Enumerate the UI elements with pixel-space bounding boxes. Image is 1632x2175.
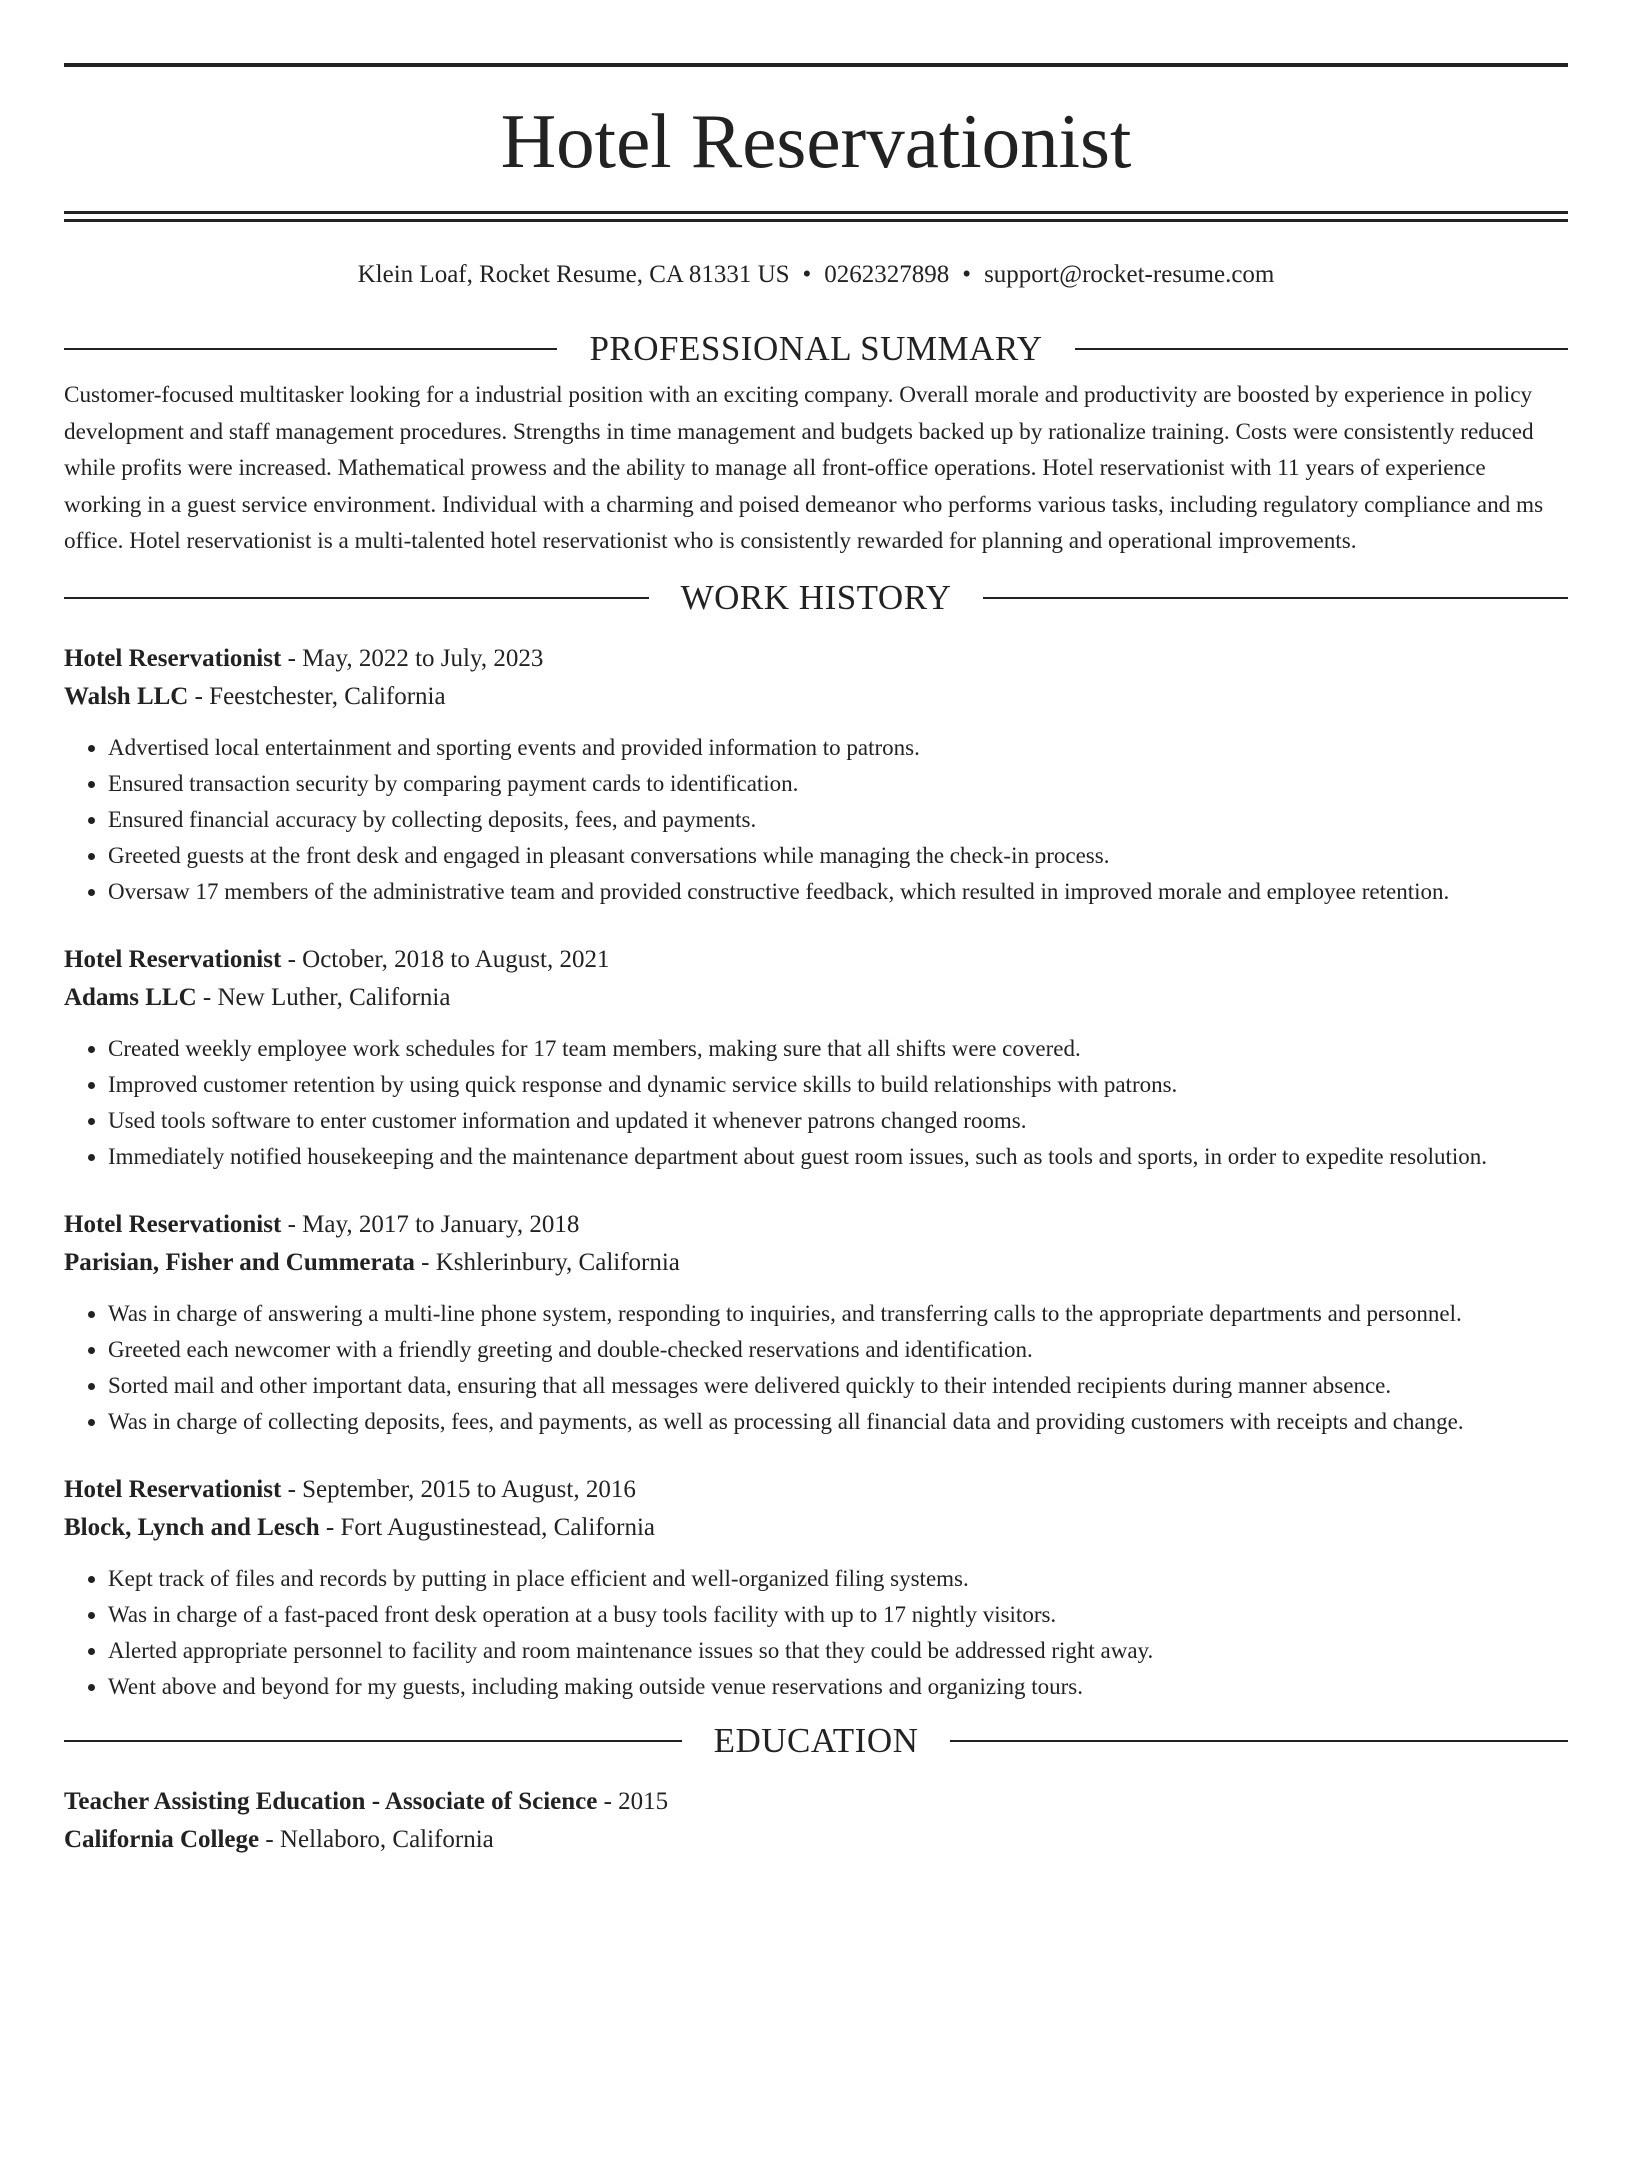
job-location: - Feestchester, California xyxy=(194,682,446,710)
job-title-line xyxy=(64,941,1568,979)
list-item: • Went above and beyond for my guests, including making outside venue reservations and organizing tours. xyxy=(108,1669,1568,1705)
job-bullets xyxy=(64,1296,1568,1440)
section-rule-right xyxy=(983,597,1568,599)
job-company: Adams LLC xyxy=(64,983,197,1011)
job-location: - New Luther, California xyxy=(202,983,451,1011)
contact-phone: 0262327898 xyxy=(824,261,950,288)
list-item: • Ensured financial accuracy by collecting deposits, fees, and payments. xyxy=(108,802,1568,838)
candidate-name: Hotel Reservationist xyxy=(500,98,1132,184)
job-title: Hotel Reservationist xyxy=(64,1475,282,1503)
education-location: - Nellaboro, California xyxy=(265,1825,494,1853)
contact-address: Klein Loaf, Rocket Resume, CA 81331 US xyxy=(357,261,790,288)
education-section-header xyxy=(64,1721,1568,1761)
job-dates: - May, 2022 to July, 2023 xyxy=(287,644,544,672)
list-item: • Kept track of files and records by putting in place efficient and well-organized filing systems. xyxy=(108,1561,1568,1597)
job-title: Hotel Reservationist xyxy=(64,945,282,973)
list-item: • Greeted guests at the front desk and engaged in pleasant conversations while managing the check-in process. xyxy=(108,838,1568,874)
section-rule-left xyxy=(64,1740,682,1742)
list-item: • Improved customer retention by using quick response and dynamic service skills to build relationships with patrons. xyxy=(108,1067,1568,1103)
list-item: • Was in charge of a fast-paced front desk operation at a busy tools facility with up to 17 nightly visitors. xyxy=(108,1597,1568,1633)
job-title-line xyxy=(64,1206,1568,1244)
resume-page xyxy=(0,63,1632,2175)
job-entry xyxy=(64,1206,1568,1440)
list-item: • Ensured transaction security by comparing payment cards to identification. xyxy=(108,766,1568,802)
job-title-line xyxy=(64,640,1568,678)
contact-email: support@rocket-resume.com xyxy=(984,261,1275,288)
education-degree: Teacher Assisting Education - Associate of Science xyxy=(64,1787,598,1815)
contact-separator: • xyxy=(962,261,972,288)
summary-text: Customer-focused multitasker looking for a industrial position with an exciting company. Overall morale and productivity are boosted by experience in policy development and staff management procedures. Strengths in time management and budgets backed up by rationalize training. Costs were consistently reduced while profits were increased. Mathematical prowess and the ability to manage all front-office operations. Hotel reservationist with 11 years of experience working in a guest service environment. Individual with a charming and poised demeanor who performs various tasks, including regulatory compliance and ms office. Hotel reservationist is a multi-talented hotel reservationist who is consistently rewarded for planning and operational improvements. xyxy=(64,382,1544,554)
job-company-line xyxy=(64,1509,1568,1547)
job-dates: - May, 2017 to January, 2018 xyxy=(287,1210,580,1238)
education-year: - 2015 xyxy=(603,1787,669,1815)
job-dates: - September, 2015 to August, 2016 xyxy=(287,1475,636,1503)
list-item: • Created weekly employee work schedules for 17 team members, making sure that all shifts were covered. xyxy=(108,1031,1568,1067)
job-company: Block, Lynch and Lesch xyxy=(64,1513,320,1541)
job-company: Parisian, Fisher and Cummerata xyxy=(64,1248,415,1276)
job-company-line xyxy=(64,979,1568,1017)
header-top-rule xyxy=(64,63,1568,67)
job-entry xyxy=(64,941,1568,1175)
job-dates: - October, 2018 to August, 2021 xyxy=(287,945,610,973)
list-item: • Greeted each newcomer with a friendly greeting and double-checked reservations and identification. xyxy=(108,1332,1568,1368)
section-rule-left xyxy=(64,348,557,350)
summary-section-title: PROFESSIONAL SUMMARY xyxy=(589,329,1043,368)
job-entry xyxy=(64,1471,1568,1705)
work-section-header xyxy=(64,578,1568,618)
job-location: - Fort Augustinestead, California xyxy=(325,1513,656,1541)
education-section-title: EDUCATION xyxy=(713,1720,919,1760)
job-company: Walsh LLC xyxy=(64,682,189,710)
job-bullets xyxy=(64,1031,1568,1175)
summary-section-header xyxy=(64,329,1568,369)
contact-line xyxy=(64,260,1568,290)
education-entry xyxy=(64,1783,1568,1859)
job-bullets xyxy=(64,730,1568,910)
list-item: • Immediately notified housekeeping and the maintenance department about guest room issues, such as tools and sports, in order to expedite resolution. xyxy=(108,1139,1568,1175)
education-degree-line xyxy=(64,1783,1568,1821)
education-school-line xyxy=(64,1821,1568,1859)
contact-separator: • xyxy=(802,261,812,288)
job-location: - Kshlerinbury, California xyxy=(421,1248,680,1276)
job-title-line xyxy=(64,1471,1568,1509)
job-company-line xyxy=(64,1244,1568,1282)
education-school: California College xyxy=(64,1825,260,1853)
section-rule-left xyxy=(64,597,649,599)
list-item: • Alerted appropriate personnel to facility and room maintenance issues so that they could be addressed right away. xyxy=(108,1633,1568,1669)
section-rule-right xyxy=(950,1740,1568,1742)
list-item: • Sorted mail and other important data, ensuring that all messages were delivered quickly to their intended recipients during manner absence. xyxy=(108,1368,1568,1404)
list-item: • Used tools software to enter customer information and updated it whenever patrons changed rooms. xyxy=(108,1103,1568,1139)
job-title: Hotel Reservationist xyxy=(64,1210,282,1238)
list-item: • Was in charge of collecting deposits, fees, and payments, as well as processing all financial data and providing customers with receipts and change. xyxy=(108,1404,1568,1440)
job-entry xyxy=(64,640,1568,910)
job-bullets xyxy=(64,1561,1568,1705)
list-item: • Was in charge of answering a multi-line phone system, responding to inquiries, and transferring calls to the appropriate departments and personnel. xyxy=(108,1296,1568,1332)
header-double-rule xyxy=(64,211,1568,222)
list-item: • Oversaw 17 members of the administrative team and provided constructive feedback, which resulted in improved morale and employee retention. xyxy=(108,874,1568,910)
work-section-title: WORK HISTORY xyxy=(680,577,952,617)
job-title: Hotel Reservationist xyxy=(64,644,282,672)
list-item: • Advertised local entertainment and sporting events and provided information to patrons. xyxy=(108,730,1568,766)
section-rule-right xyxy=(1075,348,1568,350)
job-company-line xyxy=(64,678,1568,716)
